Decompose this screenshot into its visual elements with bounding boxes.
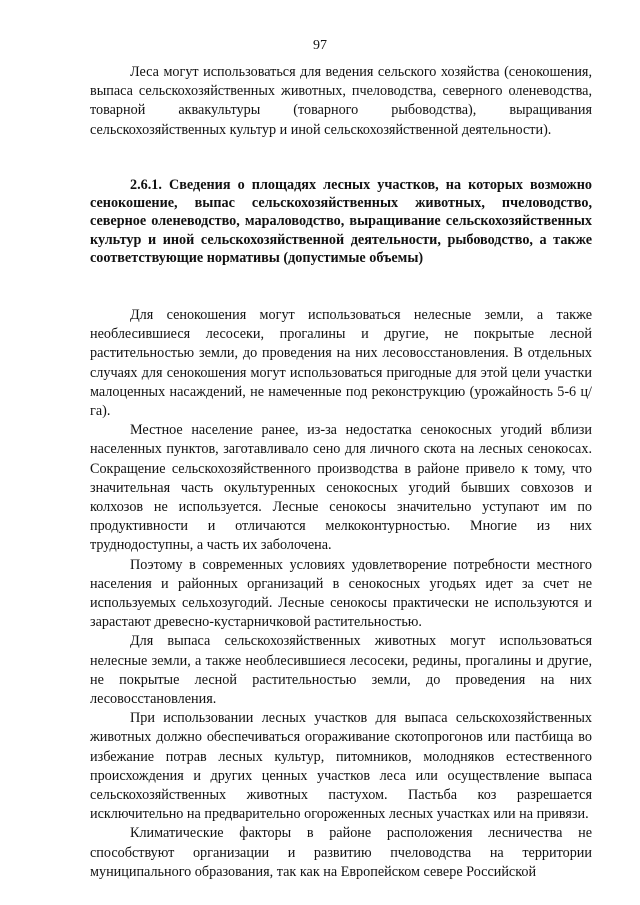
body-paragraph-beekeeping: Климатические факторы в районе расположения лесничества не способствуют организации и развитию пчеловодства на территории муниципального образования, так как на Европейском севере Российской xyxy=(90,825,592,880)
body-paragraph-haymaking: Для сенокошения могут использоваться нелесные земли, а также необлесившиеся лесосеки, прогалины и другие, не покрытые лесной растительностью земли, до проведения на них лесовосстановления. В отдельных случаях для сенокошения могут использоваться пригодные для этой цели участки малоценных насаждений, не намеченные под реконструкцию (урожайность 5-6 ц/га). xyxy=(90,307,592,420)
body-section xyxy=(90,306,592,882)
body-paragraph-grazing-rules: При использовании лесных участков для выпаса сельскохозяйственных животных должно обеспечиваться огораживание скотопрогонов или пастбища во избежание потрав лесных культур, питомников, молодняков естественного происхождения и других ценных участков леса или осуществление выпаса сельскохозяйственных животных пастухом. Пастьба коз разрешается исключительно на предварительно огороженных лесных участках или на привязи. xyxy=(90,710,592,823)
intro-section xyxy=(90,63,592,140)
body-paragraph-grazing-lands: Для выпаса сельскохозяйственных животных могут использоваться нелесные земли, а также необлесившиеся лесосеки, редины, прогалины и другие, не покрытые лесной растительностью земли, до проведения на них лесовосстановления. xyxy=(90,633,592,708)
page-number: 97 xyxy=(313,38,327,53)
body-paragraph-local-population: Местное население ранее, из-за недостатка сенокосных угодий вблизи населенных пунктов, заготавливало сено для личного скота на лесных сенокосах. Сокращение сельскохозяйственного производства в районе привело к тому, что значительная часть окультуренных сенокосных угодий бывших совхозов и колхозов не используется. Лесные сенокосы значительно уступают им по продуктивности и отличаются мелкоконтурностью. Многие из них труднодоступны, а часть их заболочена. xyxy=(90,422,592,554)
section-heading: 2.6.1. Сведения о площадях лесных участков, на которых возможно сенокошение, выпас сельскохозяйственных животных, пчеловодство, северное оленеводство, мараловодство, выращивание сельскохозяйственных культур и иной сельскохозяйственной деятельности, рыбоводство, а также соответствующие нормативы (допустимые объемы) xyxy=(90,177,592,266)
body-paragraph-modern-conditions: Поэтому в современных условиях удовлетворение потребности местного населения и районных организаций в сенокосных угодьях идет за счет не используемых сельхозугодий. Лесные сенокосы практически не используются и зарастают древесно-кустарничковой растительностью. xyxy=(90,556,592,631)
intro-paragraph: Леса могут использоваться для ведения сельского хозяйства (сенокошения, выпаса сельскохозяйственных животных, пчеловодства, северного оленеводства, товарной аквакультуры (товарного рыбоводства), выращивания сельскохозяйственных культур и иной сельскохозяйственной деятельности). xyxy=(90,64,592,138)
section-heading-block xyxy=(90,176,592,267)
